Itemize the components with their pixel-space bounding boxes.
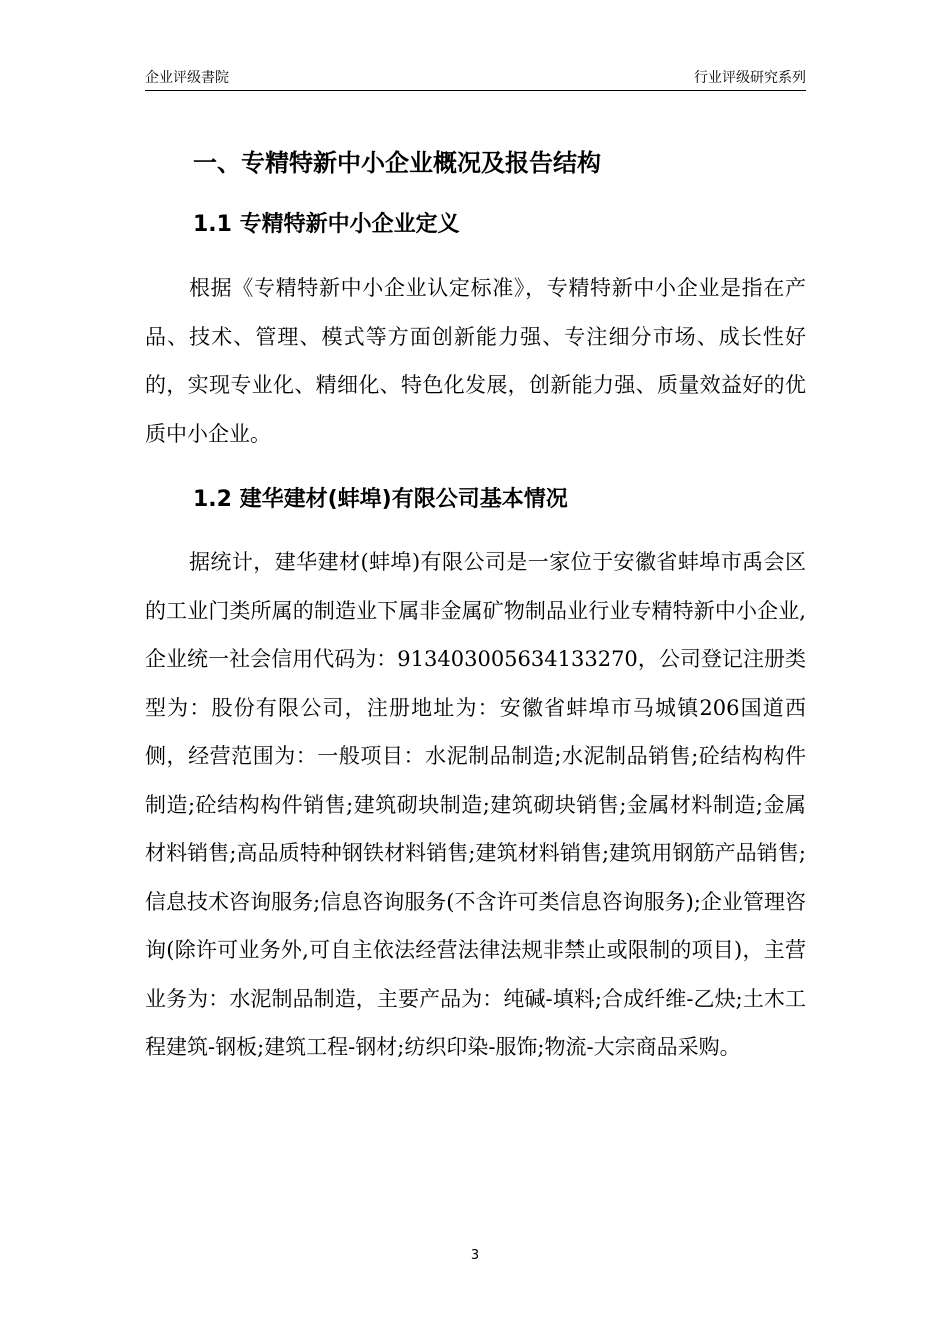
page-header xyxy=(145,64,806,91)
subsection-heading-1-1: 1.1 专精特新中小企业定义 xyxy=(193,212,460,237)
subsection-body-1-1: 根据《专精特新中小企业认定标准》，专精特新中小企业是指在产品、技术、管理、模式等方面创新能力强、专注细分市场、成长性好的，实现专业化、精细化、特色化发展，创新能力强、质量效益好的优质中小企业。 xyxy=(145,276,806,446)
section-title: 一、专精特新中小企业概况及报告结构 xyxy=(193,149,601,177)
header-left-text: 企业评级書院 xyxy=(145,70,229,86)
subsection-heading-1-2: 1.2 建华建材(蚌埠)有限公司基本情况 xyxy=(193,487,568,512)
page-number: 3 xyxy=(470,1248,480,1263)
subsection-body-1-2: 据统计，建华建材(蚌埠)有限公司是一家位于安徽省蚌埠市禹会区的工业门类所属的制造业下属非金属矿物制品业行业专精特新中小企业,企业统一社会信用代码为：913403005634133270，公司登记注册类型为：股份有限公司，注册地址为：安徽省蚌埠市马城镇206国道西侧，经营范围为：一般项目：水泥制品制造;水泥制品销售;砼结构构件制造;砼结构构件销售;建筑砌块制造;建筑砌块销售;金属材料制造;金属材料销售;高品质特种钢铁材料销售;建筑材料销售;建筑用钢筋产品销售;信息技术咨询服务;信息咨询服务(不含许可类信息咨询服务);企业管理咨询(除许可业务外,可自主依法经营法律法规非禁止或限制的项目)，主营业务为：水泥制品制造，主要产品为：纯碱-填料;合成纤维-乙炔;土木工程建筑-钢板;建筑工程-钢材;纺织印染-服饰;物流-大宗商品采购。 xyxy=(145,550,806,1059)
header-right-text: 行业评级研究系列 xyxy=(694,70,806,86)
